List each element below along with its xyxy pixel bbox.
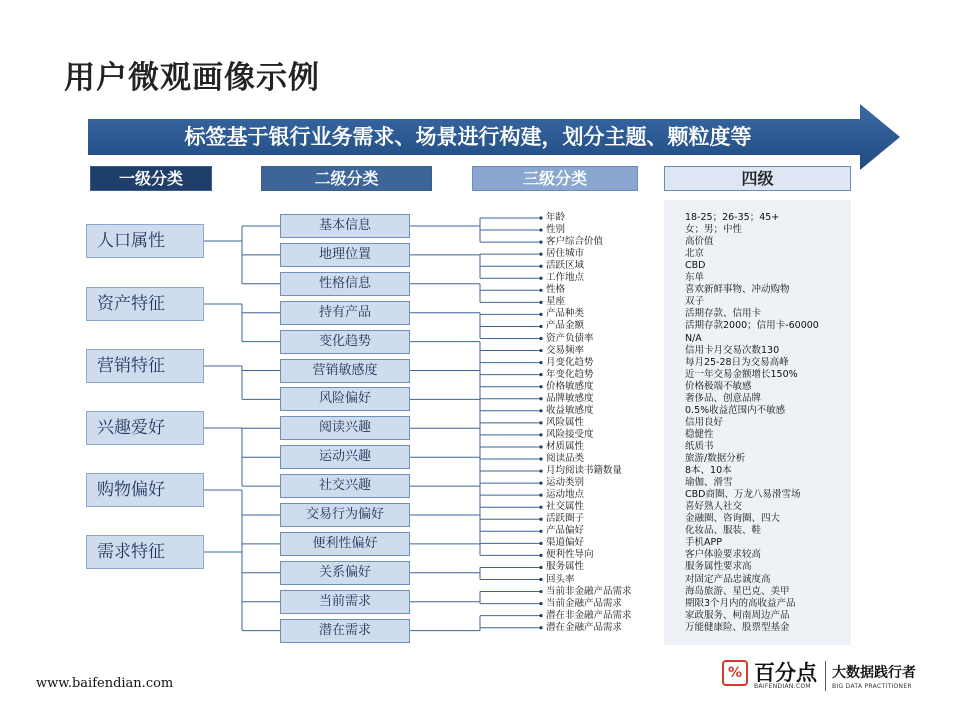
level2-box: 地理位置 xyxy=(280,243,410,267)
level4-item: 0.5%收益范围内不敏感 xyxy=(685,404,786,416)
level3-item: 当前非金融产品需求 xyxy=(546,585,632,597)
level2-box: 营销敏感度 xyxy=(280,359,410,383)
level3-item: 客户综合价值 xyxy=(546,236,604,248)
logo-tagline: 大数据践行者 xyxy=(832,665,916,681)
connector-dot xyxy=(539,349,542,352)
level3-item: 风险接受度 xyxy=(546,428,594,440)
level2-box: 变化趋势 xyxy=(280,330,410,354)
level2-box: 交易行为偏好 xyxy=(280,503,410,527)
level4-item: 活期存款、信用卡 xyxy=(685,308,762,320)
level4-item: 近一年交易金额增长150% xyxy=(685,368,798,380)
level4-item: 18-25；26-35；45+ xyxy=(685,212,780,223)
level3-item: 材质属性 xyxy=(546,440,585,452)
logo-tagline-sub: BIG DATA PRACTITIONER xyxy=(832,683,912,690)
level4-item: 瑜伽、滑雪 xyxy=(685,477,733,489)
connector-dot xyxy=(539,506,542,509)
level3-item: 社交属性 xyxy=(546,501,585,513)
connector-dot xyxy=(539,325,542,328)
level2-box: 运动兴趣 xyxy=(280,445,410,469)
level4-item: N/A xyxy=(685,332,702,344)
connector-dot xyxy=(539,457,542,460)
level3-item: 阅读品类 xyxy=(546,453,585,464)
header-level4: 四级 xyxy=(664,166,851,191)
connector-dot xyxy=(539,542,542,545)
level3-item: 活跃区域 xyxy=(546,260,585,272)
level3-item: 星座 xyxy=(546,296,566,308)
connector-dot xyxy=(539,361,542,364)
level4-item: 信用卡月交易次数130 xyxy=(685,344,780,356)
connector-dot xyxy=(539,602,542,605)
connector-dot xyxy=(539,253,542,256)
level2-box: 社交兴趣 xyxy=(280,474,410,498)
level2-box: 当前需求 xyxy=(280,590,410,614)
level3-item: 当前金融产品需求 xyxy=(546,597,623,609)
level3-item: 性格 xyxy=(546,284,566,296)
level4-item: 纸质书 xyxy=(685,440,714,452)
level3-item: 潜在非金融产品需求 xyxy=(546,609,632,621)
page-title: 用户微观画像示例 xyxy=(64,60,320,96)
level2-box: 风险偏好 xyxy=(280,387,410,411)
level4-item: CBD商圈、万龙八易滑雪场 xyxy=(685,489,801,501)
level4-item: 稳健性 xyxy=(685,428,714,440)
connector-dot xyxy=(539,626,542,629)
level3-item: 性别 xyxy=(546,224,566,236)
level4-item: 喜欢新鲜事物、冲动购物 xyxy=(685,284,790,296)
connector-dot xyxy=(539,482,542,485)
level4-item: 8本、10本 xyxy=(685,465,732,477)
level3-item: 回头率 xyxy=(546,573,575,585)
connector-dot xyxy=(539,445,542,448)
level4-item: 每月25-28日为交易高峰 xyxy=(685,356,789,368)
logo-divider xyxy=(825,661,826,691)
level4-item: 信用良好 xyxy=(685,416,724,428)
level4-item: 价格极端不敏感 xyxy=(685,380,752,392)
level2-box: 便利性偏好 xyxy=(280,532,410,556)
level4-item: 奢侈品、创意品牌 xyxy=(685,392,762,404)
level4-item: 高价值 xyxy=(685,236,714,248)
logo-name: 百分点 xyxy=(754,661,817,685)
level1-box: 营销特征 xyxy=(86,349,204,383)
level4-item: 女；男；中性 xyxy=(685,224,743,236)
level4-item: 活期存款2000；信用卡-60000 xyxy=(685,320,819,332)
level3-item: 价格敏感度 xyxy=(546,380,594,392)
level4-item: 海岛旅游、星巴克、美甲 xyxy=(685,585,790,597)
connector-dot xyxy=(539,301,542,304)
level3-item: 运动地点 xyxy=(546,489,585,501)
level3-item: 品牌敏感度 xyxy=(546,392,594,404)
header-level2: 二级分类 xyxy=(261,166,432,191)
level4-item: 金融圈、咨询圈、四大 xyxy=(685,513,781,525)
connector-dot xyxy=(539,313,542,316)
footer-url: www.baifendian.com xyxy=(36,676,174,691)
brand-logo xyxy=(722,656,932,696)
level3-item: 工作地点 xyxy=(546,272,585,284)
connector-dot xyxy=(539,469,542,472)
level1-box: 购物偏好 xyxy=(86,473,204,507)
level4-item: CBD xyxy=(685,260,706,272)
level3-item: 服务属性 xyxy=(546,561,585,573)
connector-dot xyxy=(539,241,542,244)
connector-dot xyxy=(539,421,542,424)
percent-icon: % xyxy=(722,660,748,686)
connector-dot xyxy=(539,277,542,280)
level4-item: 北京 xyxy=(685,248,705,260)
level2-box: 阅读兴趣 xyxy=(280,416,410,440)
level4-item: 客户体验要求较高 xyxy=(685,549,762,561)
level3-item: 运动类别 xyxy=(546,477,585,489)
level3-item: 月均阅读书籍数量 xyxy=(546,465,623,477)
level3-item: 年龄 xyxy=(546,212,566,223)
level3-item: 产品偏好 xyxy=(546,525,585,537)
connector-dot xyxy=(539,554,542,557)
level3-item: 活跃圈子 xyxy=(546,513,585,525)
level4-item: 家政服务、柯南周边产品 xyxy=(685,609,790,621)
connector-dot xyxy=(539,289,542,292)
connector-dot xyxy=(539,385,542,388)
level1-box: 资产特征 xyxy=(86,287,204,321)
level3-item: 年变化趋势 xyxy=(546,368,594,380)
level4-item: 喜好熟人社交 xyxy=(685,501,743,513)
level3-item: 潜在金融产品需求 xyxy=(546,621,623,633)
connector-dot xyxy=(539,337,542,340)
connector-dot xyxy=(539,578,542,581)
level3-item: 交易频率 xyxy=(546,344,585,356)
level3-item: 渠道偏好 xyxy=(546,537,585,549)
level4-item: 服务属性要求高 xyxy=(685,561,752,573)
level3-item: 月变化趋势 xyxy=(546,356,594,368)
level4-item: 万能健康险、股票型基金 xyxy=(685,621,790,633)
logo-sub: BAIFENDIAN.COM xyxy=(754,683,811,690)
banner-text: 标签基于银行业务需求、场景进行构建，划分主题、颗粒度等 xyxy=(184,125,752,149)
level1-box: 人口属性 xyxy=(86,224,204,258)
connector-dot xyxy=(539,397,542,400)
level2-box: 基本信息 xyxy=(280,214,410,238)
level4-item: 手机APP xyxy=(685,537,722,549)
level2-box: 性格信息 xyxy=(280,272,410,296)
level1-box: 需求特征 xyxy=(86,535,204,569)
level3-item: 便利性导向 xyxy=(546,549,594,561)
header-level1: 一级分类 xyxy=(90,166,212,191)
level3-item: 资产负债率 xyxy=(546,332,594,344)
connector-dot xyxy=(539,494,542,497)
level4-item: 化妆品、服装、鞋 xyxy=(685,525,762,537)
connector-dot xyxy=(539,530,542,533)
level2-box: 持有产品 xyxy=(280,301,410,325)
connector-dot xyxy=(539,216,542,219)
level1-box: 兴趣爱好 xyxy=(86,411,204,445)
connector-dot xyxy=(539,614,542,617)
level2-box: 潜在需求 xyxy=(280,619,410,643)
connector-dot xyxy=(539,265,542,268)
level4-item: 旅游/数据分析 xyxy=(685,453,746,464)
level3-item: 产品种类 xyxy=(546,308,585,320)
connector-dot xyxy=(539,433,542,436)
connector-dot xyxy=(539,373,542,376)
level3-item: 产品金额 xyxy=(546,320,585,332)
connector-dot xyxy=(539,409,542,412)
connector-dot xyxy=(539,566,542,569)
level3-item: 风险属性 xyxy=(546,416,585,428)
connector-dot xyxy=(539,228,542,231)
connector-dot xyxy=(539,590,542,593)
header-level3: 三级分类 xyxy=(472,166,638,191)
level3-item: 居住城市 xyxy=(546,248,585,260)
level3-item: 收益敏感度 xyxy=(546,404,594,416)
level2-box: 关系偏好 xyxy=(280,561,410,585)
level4-item: 双子 xyxy=(685,296,705,308)
level4-item: 对固定产品忠诚度高 xyxy=(685,573,771,585)
level4-item: 期限3个月内的高收益产品 xyxy=(685,597,796,609)
connector-dot xyxy=(539,518,542,521)
level4-item: 东单 xyxy=(685,272,705,284)
